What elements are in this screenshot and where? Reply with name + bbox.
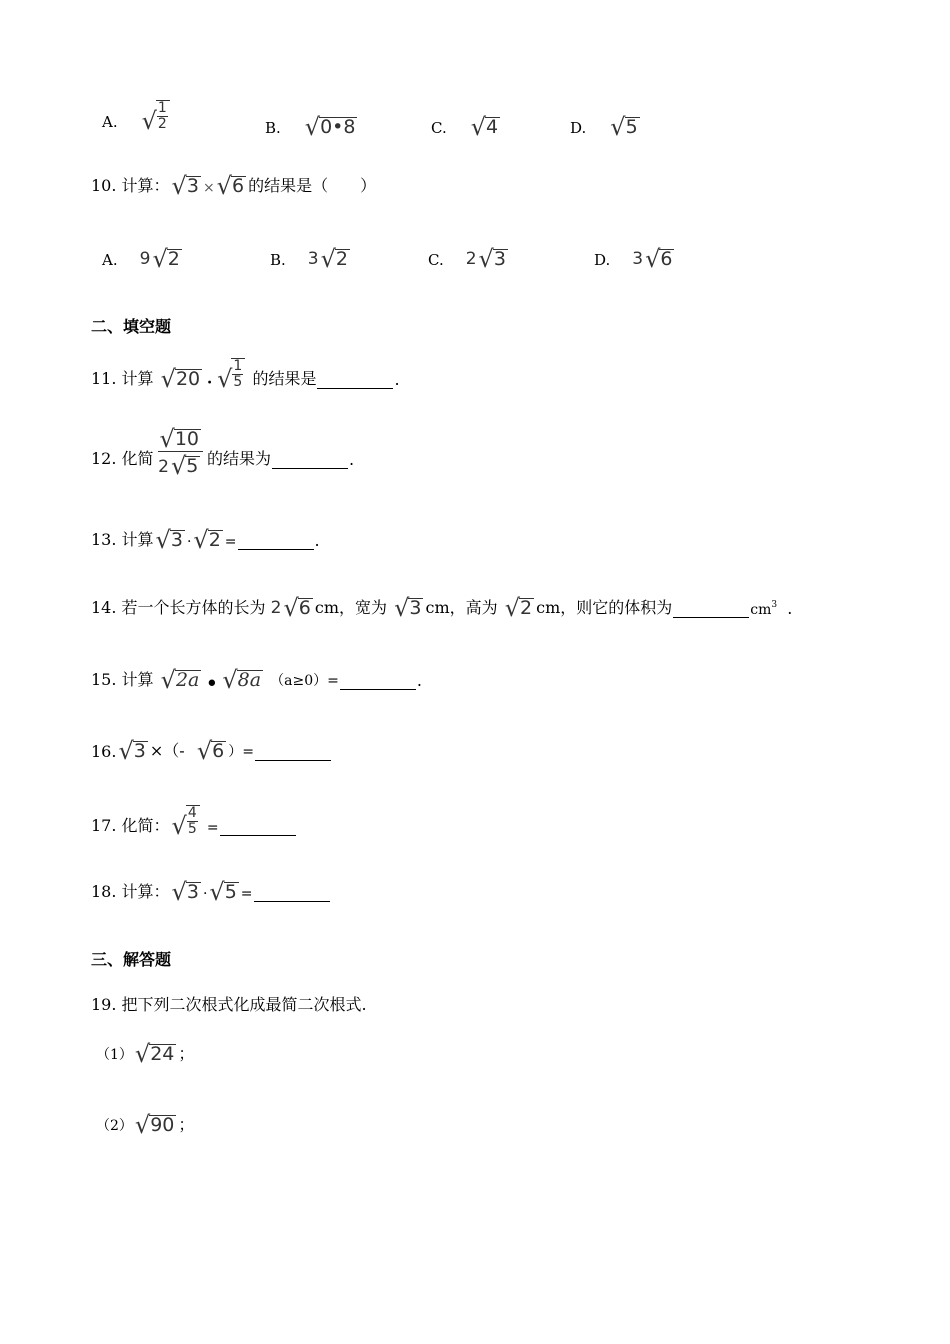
answer-blank[interactable] bbox=[254, 887, 330, 902]
q9-option-b bbox=[265, 113, 359, 141]
sqrt-expression: √ 6 bbox=[645, 245, 673, 273]
q10-option-c: C. 2 √ 3 bbox=[428, 245, 506, 273]
sqrt-expression: √ 2a bbox=[160, 666, 200, 694]
answer-blank[interactable] bbox=[673, 603, 749, 618]
question-16: 16. √ 3 ×（- √ 6 ）= bbox=[91, 737, 332, 761]
sqrt-expression: √ 3 bbox=[171, 172, 199, 200]
section-heading: 三、解答题 bbox=[91, 950, 172, 969]
sqrt-expression: √ 3 bbox=[394, 594, 422, 622]
question-15: 15. 计算 √ 2a • √ 8a （a≥0）= . bbox=[91, 666, 422, 697]
sqrt-expression: √ 2 bbox=[320, 245, 349, 273]
option-label: B. bbox=[265, 119, 281, 137]
sqrt-expression: √ 5 bbox=[209, 878, 237, 906]
sqrt-expression: √ 6 bbox=[283, 594, 311, 622]
q10-option-a: A. 9 √ 2 bbox=[102, 245, 180, 273]
sqrt-expression: √ 6 bbox=[196, 737, 225, 765]
option-label: D. bbox=[570, 119, 587, 137]
sqrt-fraction: √ $\frac{4}{5}$ bbox=[172, 805, 200, 836]
answer-blank[interactable] bbox=[255, 746, 331, 761]
option-label: C. bbox=[431, 119, 447, 137]
sqrt-fraction: √ $\frac{1}{2}$ bbox=[142, 100, 170, 131]
answer-blank[interactable] bbox=[272, 454, 348, 469]
sqrt-expression: √ 0•8 bbox=[304, 113, 356, 141]
fraction: √ 10 2 √ 5 bbox=[158, 425, 203, 477]
question-13: 13. 计算 √ 3 · √ 2 = . bbox=[91, 526, 320, 554]
sqrt-fraction: √ $\frac{1}{5}$ bbox=[217, 358, 245, 389]
sqrt-expression: √ 2 bbox=[152, 245, 180, 273]
sqrt-expression: √ 90 bbox=[134, 1111, 175, 1139]
question-18: 18. 计算： √ 3 · √ 5 = bbox=[91, 878, 331, 902]
sqrt-expression: √ 3 bbox=[478, 245, 506, 273]
sqrt-expression: √ 4 bbox=[470, 113, 499, 141]
sqrt-expression: √ 2 bbox=[193, 526, 221, 554]
sqrt-expression: √ 5 bbox=[610, 113, 638, 141]
q19-part-1: （1） √ 24 ； bbox=[96, 1040, 195, 1068]
q9-option-c bbox=[431, 113, 502, 141]
sqrt-expression: √ 2 bbox=[504, 594, 533, 622]
question-10: 10. 计算： √ 3 × √ 6 的结果是（ ） bbox=[91, 172, 377, 200]
answer-blank[interactable] bbox=[238, 535, 314, 550]
sqrt-expression: √ 8a bbox=[222, 666, 262, 694]
question-14: 14. 若一个长方体的长为 2 √ 6 cm，宽为 √ 3 cm，高为 √ 2 cm，则它的体积为 cm $^3$ . bbox=[91, 594, 793, 622]
question-12: 12. 化简 √ 10 2 √ 5 的结果为 . bbox=[91, 425, 355, 480]
sqrt-expression: √ 20 bbox=[160, 365, 201, 394]
answer-blank[interactable] bbox=[317, 374, 393, 389]
q9-option-a bbox=[102, 100, 172, 136]
answer-blank[interactable] bbox=[340, 675, 416, 690]
sqrt-expression: √ 24 bbox=[134, 1040, 175, 1068]
question-17: 17. 化简： √ $\frac{4}{5}$ = bbox=[91, 805, 297, 836]
question-11: 11. 计算 √ 20 · √ $\frac{1}{5}$ 的结果是 . bbox=[91, 358, 400, 397]
q10-option-b: B. 3 √ 2 bbox=[270, 245, 349, 273]
answer-blank[interactable] bbox=[220, 821, 296, 836]
sqrt-expression: √ 6 bbox=[216, 172, 245, 200]
q10-option-d: D. 3 √ 6 bbox=[594, 245, 673, 273]
q9-option-d bbox=[570, 113, 642, 141]
question-19: 19. 把下列二次根式化成最简二次根式. bbox=[91, 995, 367, 1014]
option-label: A. bbox=[102, 113, 118, 132]
sqrt-expression: √ 3 bbox=[118, 737, 146, 765]
sqrt-expression: √ 3 bbox=[155, 526, 183, 554]
sqrt-expression: √ 3 bbox=[171, 878, 199, 906]
section-heading: 二、填空题 bbox=[91, 317, 172, 336]
q19-part-2: （2） √ 90 ； bbox=[96, 1111, 195, 1139]
